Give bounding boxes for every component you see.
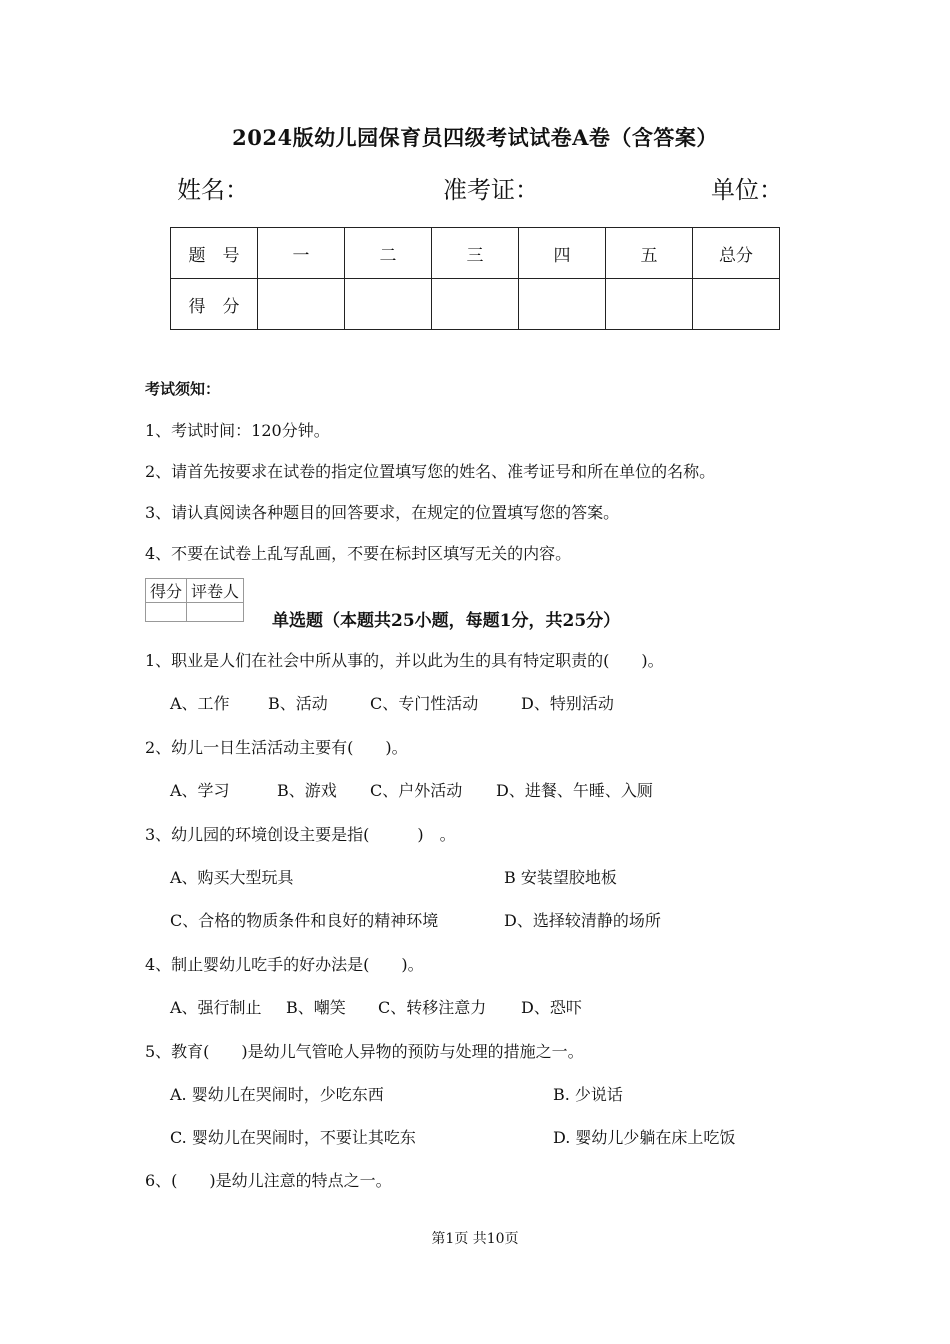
score-table-cell: 二: [345, 228, 432, 279]
option: D、选择较清静的场所: [504, 911, 661, 930]
score-row-label: 得 分: [171, 279, 258, 330]
page-footer: 第1页 共10页: [431, 1231, 519, 1247]
score-table-cell: 四: [519, 228, 606, 279]
notice-heading: 考试须知：: [145, 380, 221, 398]
option: B、游戏: [277, 781, 337, 800]
section-title: 单选题（本题共25小题，每题1分，共25分）: [272, 611, 621, 631]
notice-item: 2、请首先按要求在试卷的指定位置填写您的姓名、准考证号和所在单位的名称。: [145, 462, 716, 481]
option: D、恐吓: [521, 998, 582, 1017]
option: A、购买大型玩具: [170, 868, 294, 887]
score-entry-cell[interactable]: [258, 279, 345, 330]
option: C、专门性活动: [370, 694, 479, 713]
score-table-cell: 三: [432, 228, 519, 279]
option: C、户外活动: [370, 781, 463, 800]
score-entry-cell[interactable]: [606, 279, 693, 330]
score-table: [170, 227, 780, 330]
option: A、工作: [170, 694, 230, 713]
score-table-cell: 一: [258, 228, 345, 279]
option: B、活动: [268, 694, 328, 713]
notice-item: 1、考试时间：120分钟。: [145, 421, 330, 440]
option: D. 婴幼儿少躺在床上吃饭: [553, 1128, 736, 1147]
option: C、转移注意力: [378, 998, 487, 1017]
option: A、学习: [170, 781, 230, 800]
notice-item: 3、请认真阅读各种题目的回答要求，在规定的位置填写您的答案。: [145, 503, 620, 522]
score-table-score-row: [171, 279, 780, 330]
option: B、嘲笑: [286, 998, 346, 1017]
question-stem: 5、教育( )是幼儿气管呛人异物的预防与处理的措施之一。: [145, 1042, 584, 1061]
name-label: 姓名：: [177, 176, 249, 204]
option: B 安装望胶地板: [504, 868, 617, 887]
grader-score-label: 得分: [146, 579, 187, 603]
option: B. 少说话: [553, 1085, 623, 1104]
score-entry-cell[interactable]: [519, 279, 606, 330]
question-stem: 6、( )是幼儿注意的特点之一。: [145, 1171, 392, 1190]
option: C、合格的物质条件和良好的精神环境: [170, 911, 439, 930]
score-entry-cell[interactable]: [693, 279, 780, 330]
option: D、特别活动: [521, 694, 614, 713]
page-title: 2024版幼儿园保育员四级考试试卷A卷（含答案）: [232, 125, 718, 150]
question-stem: 1、职业是人们在社会中所从事的，并以此为生的具有特定职责的( )。: [145, 651, 664, 670]
question-stem: 2、幼儿一日生活活动主要有( )。: [145, 738, 408, 757]
grader-name-label: 评卷人: [187, 579, 244, 603]
exam-number-label: 准考证：: [443, 176, 539, 204]
score-entry-cell[interactable]: [432, 279, 519, 330]
score-table-header-row: [171, 228, 780, 279]
option: C. 婴幼儿在哭闹时，不要让其吃东: [170, 1128, 416, 1147]
unit-label: 单位：: [711, 176, 783, 204]
question-stem: 3、幼儿园的环境创设主要是指( ) 。: [145, 825, 456, 844]
grader-name-cell[interactable]: [187, 603, 244, 622]
score-table-cell: 总分: [693, 228, 780, 279]
grader-score-cell[interactable]: [146, 603, 187, 622]
option: A. 婴幼儿在哭闹时，少吃东西: [170, 1085, 384, 1104]
option: A、强行制止: [170, 998, 262, 1017]
question-stem: 4、制止婴幼儿吃手的好办法是( )。: [145, 955, 424, 974]
option: D、进餐、午睡、入厕: [496, 781, 653, 800]
score-entry-cell[interactable]: [345, 279, 432, 330]
score-table-cell: 题 号: [171, 228, 258, 279]
grader-box: [145, 578, 244, 622]
notice-item: 4、不要在试卷上乱写乱画，不要在标封区填写无关的内容。: [145, 544, 572, 563]
score-table-cell: 五: [606, 228, 693, 279]
